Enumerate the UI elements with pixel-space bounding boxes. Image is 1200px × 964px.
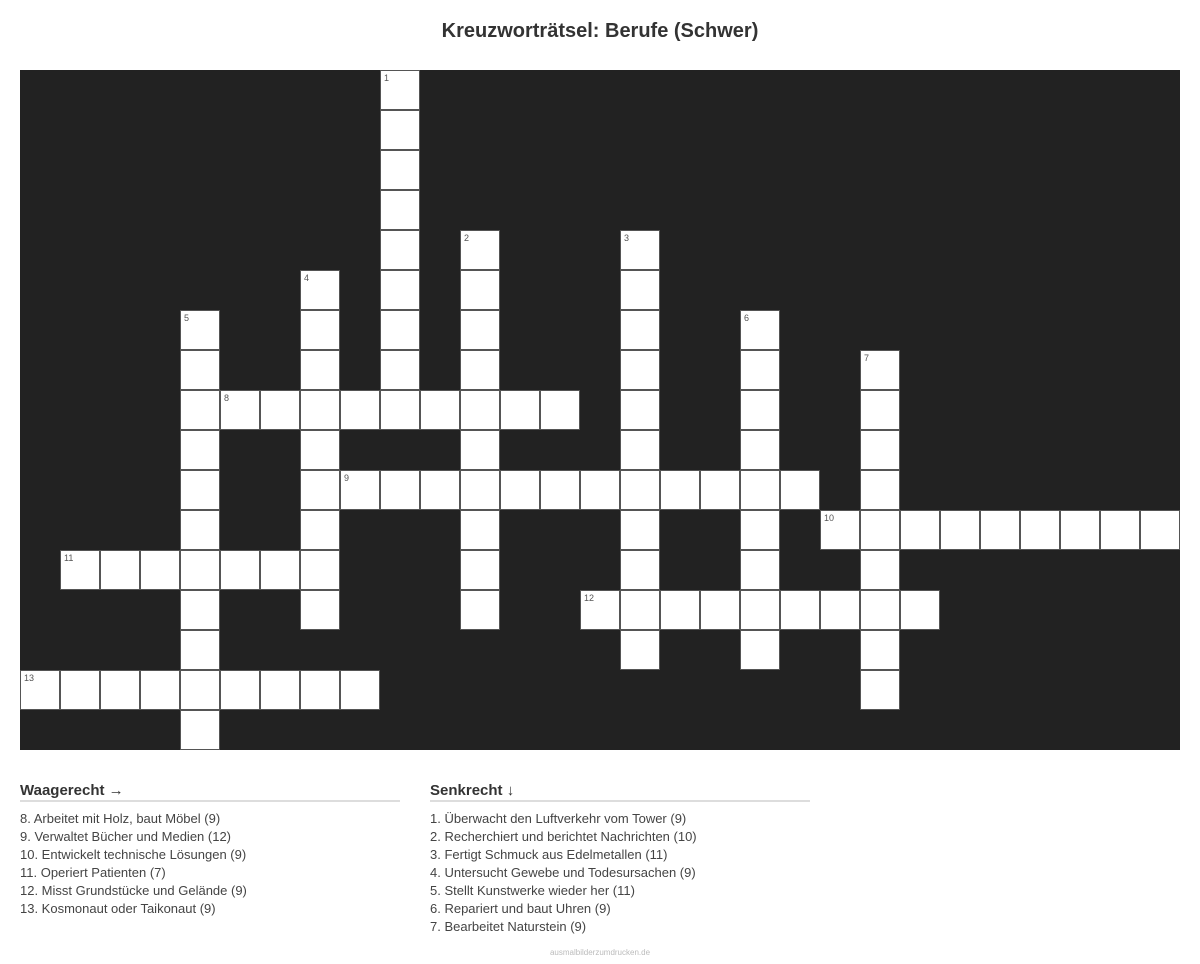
clue-across-12: 12. Misst Grundstücke und Gelände (9) bbox=[20, 883, 247, 898]
grid-cell[interactable] bbox=[740, 470, 780, 510]
grid-cell[interactable] bbox=[460, 470, 500, 510]
grid-cell[interactable] bbox=[500, 470, 540, 510]
clue-down-5: 5. Stellt Kunstwerke wieder her (11) bbox=[430, 883, 635, 898]
grid-cell[interactable] bbox=[420, 470, 460, 510]
grid-cell[interactable] bbox=[780, 590, 820, 630]
grid-cell[interactable] bbox=[620, 230, 660, 270]
grid-cell[interactable] bbox=[780, 470, 820, 510]
grid-cell[interactable] bbox=[180, 510, 220, 550]
grid-cell[interactable] bbox=[20, 670, 60, 710]
grid-cell[interactable] bbox=[460, 510, 500, 550]
grid-cell[interactable] bbox=[180, 470, 220, 510]
grid-cell[interactable] bbox=[540, 390, 580, 430]
grid-cell[interactable] bbox=[180, 430, 220, 470]
grid-cell[interactable] bbox=[820, 510, 860, 550]
crossword-grid bbox=[20, 70, 1180, 750]
grid-cell[interactable] bbox=[860, 470, 900, 510]
grid-cell[interactable] bbox=[220, 390, 260, 430]
grid-cell[interactable] bbox=[620, 310, 660, 350]
grid-cell[interactable] bbox=[180, 310, 220, 350]
clue-number: 11 bbox=[64, 553, 74, 563]
grid-cell[interactable] bbox=[220, 550, 260, 590]
grid-cell[interactable] bbox=[540, 470, 580, 510]
grid-cell[interactable] bbox=[340, 390, 380, 430]
grid-cell[interactable] bbox=[380, 150, 420, 190]
grid-cell[interactable] bbox=[460, 550, 500, 590]
grid-cell[interactable] bbox=[60, 670, 100, 710]
grid-cell[interactable] bbox=[300, 590, 340, 630]
across-heading: Waagerecht → bbox=[20, 782, 400, 802]
grid-cell[interactable] bbox=[300, 550, 340, 590]
grid-cell[interactable] bbox=[300, 430, 340, 470]
grid-cell[interactable] bbox=[100, 670, 140, 710]
grid-cell[interactable] bbox=[620, 470, 660, 510]
grid-cell[interactable] bbox=[500, 390, 540, 430]
grid-cell[interactable] bbox=[460, 350, 500, 390]
clue-down-2: 2. Recherchiert und berichtet Nachrichten (10) bbox=[430, 829, 697, 844]
clue-number: 7 bbox=[864, 353, 870, 363]
grid-cell[interactable] bbox=[860, 510, 900, 550]
grid-cell[interactable] bbox=[820, 590, 860, 630]
clue-across-11: 11. Operiert Patienten (7) bbox=[20, 865, 166, 880]
grid-cell[interactable] bbox=[180, 350, 220, 390]
clue-number: 4 bbox=[304, 273, 310, 283]
clue-across-9: 9. Verwaltet Bücher und Medien (12) bbox=[20, 829, 232, 844]
grid-cell[interactable] bbox=[1140, 510, 1180, 550]
grid-cell[interactable] bbox=[740, 430, 780, 470]
grid-cell[interactable] bbox=[260, 670, 300, 710]
down-clue-list bbox=[430, 810, 810, 936]
grid-cell[interactable] bbox=[740, 590, 780, 630]
grid-cell[interactable] bbox=[620, 510, 660, 550]
grid-cell[interactable] bbox=[620, 350, 660, 390]
grid-cell[interactable] bbox=[380, 110, 420, 150]
grid-cell[interactable] bbox=[300, 270, 340, 310]
clue-number: 5 bbox=[184, 313, 190, 323]
grid-cell[interactable] bbox=[620, 390, 660, 430]
clue-number: 3 bbox=[624, 233, 630, 243]
clue-number: 2 bbox=[464, 233, 470, 243]
clue-across-10: 10. Entwickelt technische Lösungen (9) bbox=[20, 847, 247, 862]
grid-cell[interactable] bbox=[860, 550, 900, 590]
clue-number: 10 bbox=[824, 513, 835, 523]
grid-cell[interactable] bbox=[740, 390, 780, 430]
clue-number: 8 bbox=[224, 393, 230, 403]
clue-down-6: 6. Repariert und baut Uhren (9) bbox=[430, 901, 611, 916]
grid-cell[interactable] bbox=[340, 470, 380, 510]
grid-cell[interactable] bbox=[1060, 510, 1100, 550]
grid-cell[interactable] bbox=[300, 510, 340, 550]
grid-cell[interactable] bbox=[380, 470, 420, 510]
grid-cell[interactable] bbox=[860, 590, 900, 630]
grid-cell[interactable] bbox=[180, 710, 220, 750]
grid-cell[interactable] bbox=[620, 590, 660, 630]
grid-cell[interactable] bbox=[740, 630, 780, 670]
grid-cell[interactable] bbox=[740, 510, 780, 550]
across-clues bbox=[20, 782, 400, 918]
clue-down-4: 4. Untersucht Gewebe und Todesursachen (9) bbox=[430, 865, 696, 880]
grid-cell[interactable] bbox=[940, 510, 980, 550]
grid-cell[interactable] bbox=[460, 230, 500, 270]
grid-cell[interactable] bbox=[460, 430, 500, 470]
grid-cell[interactable] bbox=[260, 550, 300, 590]
grid-cell[interactable] bbox=[100, 550, 140, 590]
grid-cell[interactable] bbox=[1100, 510, 1140, 550]
grid-cell[interactable] bbox=[300, 670, 340, 710]
grid-cell[interactable] bbox=[380, 190, 420, 230]
grid-cell[interactable] bbox=[740, 310, 780, 350]
down-clues bbox=[430, 782, 810, 936]
grid-cell[interactable] bbox=[860, 430, 900, 470]
grid-cell[interactable] bbox=[300, 310, 340, 350]
grid-cell[interactable] bbox=[980, 510, 1020, 550]
clue-across-8: 8. Arbeitet mit Holz, baut Möbel (9) bbox=[20, 811, 221, 826]
grid-cell[interactable] bbox=[300, 390, 340, 430]
grid-cell[interactable] bbox=[700, 590, 740, 630]
grid-cell[interactable] bbox=[380, 310, 420, 350]
grid-cell[interactable] bbox=[300, 470, 340, 510]
grid-cell[interactable] bbox=[660, 470, 700, 510]
grid-cell[interactable] bbox=[460, 590, 500, 630]
grid-cell[interactable] bbox=[300, 350, 340, 390]
grid-cell[interactable] bbox=[460, 310, 500, 350]
grid-cell[interactable] bbox=[180, 670, 220, 710]
across-clue-list bbox=[20, 810, 400, 918]
grid-cell[interactable] bbox=[860, 390, 900, 430]
grid-cell[interactable] bbox=[700, 470, 740, 510]
grid-cell[interactable] bbox=[420, 390, 460, 430]
grid-cell[interactable] bbox=[580, 470, 620, 510]
grid-cell[interactable] bbox=[620, 430, 660, 470]
grid-cell[interactable] bbox=[60, 550, 100, 590]
grid-cell[interactable] bbox=[620, 630, 660, 670]
clue-down-3: 3. Fertigt Schmuck aus Edelmetallen (11) bbox=[430, 847, 668, 862]
clue-across-13: 13. Kosmonaut oder Taikonaut (9) bbox=[20, 901, 216, 916]
grid-cell[interactable] bbox=[860, 670, 900, 710]
grid-cell[interactable] bbox=[580, 590, 620, 630]
grid-cell[interactable] bbox=[140, 550, 180, 590]
grid-cell[interactable] bbox=[380, 350, 420, 390]
clue-number: 9 bbox=[344, 473, 350, 483]
grid-cell[interactable] bbox=[900, 510, 940, 550]
grid-cell[interactable] bbox=[740, 550, 780, 590]
footer-credit: ausmalbilderzumdrucken.de bbox=[549, 948, 651, 957]
clue-number: 6 bbox=[744, 313, 750, 323]
grid-cell[interactable] bbox=[220, 670, 260, 710]
clue-down-7: 7. Bearbeitet Naturstein (9) bbox=[430, 919, 587, 934]
clue-number: 1 bbox=[384, 73, 390, 83]
clue-down-1: 1. Überwacht den Luftverkehr vom Tower (9) bbox=[430, 811, 687, 826]
grid-cell[interactable] bbox=[340, 670, 380, 710]
page-title: Kreuzworträtsel: Berufe (Schwer) bbox=[441, 20, 759, 42]
down-heading: Senkrecht ↓ bbox=[430, 782, 810, 802]
grid-cell[interactable] bbox=[180, 390, 220, 430]
clue-number: 13 bbox=[24, 673, 35, 683]
grid-cell[interactable] bbox=[380, 390, 420, 430]
clue-number: 12 bbox=[584, 593, 595, 603]
grid-cell[interactable] bbox=[860, 350, 900, 390]
grid-cell[interactable] bbox=[900, 590, 940, 630]
grid-cell[interactable] bbox=[1020, 510, 1060, 550]
grid-cell[interactable] bbox=[740, 350, 780, 390]
grid-cell[interactable] bbox=[140, 670, 180, 710]
grid-cell[interactable] bbox=[620, 270, 660, 310]
grid-cell[interactable] bbox=[620, 550, 660, 590]
grid-cell[interactable] bbox=[660, 590, 700, 630]
grid-cell[interactable] bbox=[260, 390, 300, 430]
grid-cell[interactable] bbox=[380, 270, 420, 310]
grid-cell[interactable] bbox=[180, 630, 220, 670]
grid-cell[interactable] bbox=[180, 590, 220, 630]
grid-cell[interactable] bbox=[460, 390, 500, 430]
grid-cell[interactable] bbox=[380, 70, 420, 110]
grid-cell[interactable] bbox=[460, 270, 500, 310]
grid-cell[interactable] bbox=[380, 230, 420, 270]
grid-cell[interactable] bbox=[180, 550, 220, 590]
grid-cell[interactable] bbox=[860, 630, 900, 670]
